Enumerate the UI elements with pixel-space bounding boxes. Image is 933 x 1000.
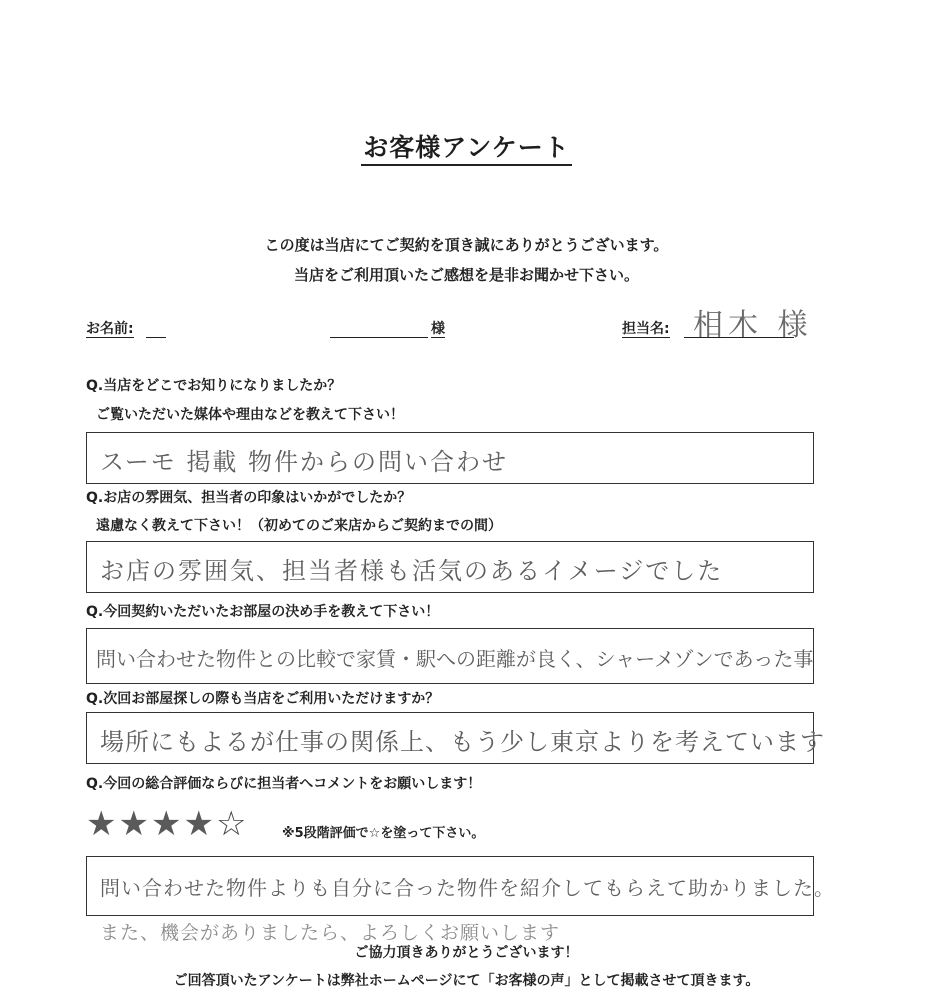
staff-label-text: 担当名: [622,321,670,337]
rating-note: ※5段階評価で☆を塗って下さい。 [282,826,485,841]
star-1-icon[interactable]: ★ [86,804,119,844]
intro-line-2: 当店をご利用頂いたご感想を是非お聞かせ下さい。 [293,266,639,284]
question-4-line-1: Q.次回お部屋探しの際も当店をご利用いただけますか？ [86,691,440,707]
name-label-text: お名前: [86,321,134,337]
survey-title [0,128,933,164]
name-label [86,318,134,338]
star-5-icon[interactable]: ☆ [215,804,249,844]
sama-label-text: 様 [431,321,445,337]
star-2-icon[interactable]: ★ [118,804,151,844]
answer-1-handwritten: スーモ 掲載 物件からの問い合わせ [100,448,509,476]
answer-5-handwritten-line-1: 問い合わせた物件よりも自分に合った物件を紹介してもらえて助かりました。 [100,876,835,900]
question-2-line-1: Q.お店の雰囲気、担当者の印象はいかがでしたか？ [86,490,412,506]
staff-label [622,318,670,338]
answer-2-handwritten: お店の雰囲気、担当者様も活気のあるイメージでした [100,557,724,585]
staff-name-field[interactable] [684,337,794,338]
name-underline-start [146,337,166,338]
star-rating[interactable] [86,806,248,842]
question-1-line-2: ご覧いただいた媒体や理由などを教えて下さい！ [96,407,404,423]
star-4-icon[interactable]: ★ [183,804,216,844]
question-3-line-1: Q.今回契約いただいたお部屋の決め手を教えて下さい！ [86,604,440,620]
question-1-line-1: Q.当店をどこでお知りになりましたか？ [86,378,342,394]
footer-notice: ご回答頂いたアンケートは弊社ホームページにて「お客様の声」として掲載させて頂きます。 [173,973,760,989]
footer-thanks: ご協力頂きありがとうございます！ [354,945,579,961]
intro-line-1: この度は当店にてご契約を頂き誠にありがとうございます。 [264,236,669,254]
star-3-icon[interactable]: ★ [150,804,184,844]
name-field[interactable] [330,337,428,338]
survey-title-text: お客様アンケート [361,133,572,166]
staff-name-handwritten: 相木 様 [693,308,813,343]
answer-4-handwritten: 場所にもよるが仕事の関係上、もう少し東京よりを考えています [100,728,825,756]
answer-5-handwritten-line-2: また、機会がありましたら、よろしくお願いします [100,922,561,944]
answer-3-handwritten: 問い合わせた物件との比較で家賃・駅への距離が良く、シャーメゾンであった事 [96,647,814,671]
sama-label [431,318,445,338]
question-5-line-1: Q.今回の総合評価ならびに担当者へコメントをお願いします！ [86,776,482,792]
question-2-line-2: 遠慮なく教えて下さい！（初めてのご来店からご契約までの間） [96,518,502,534]
